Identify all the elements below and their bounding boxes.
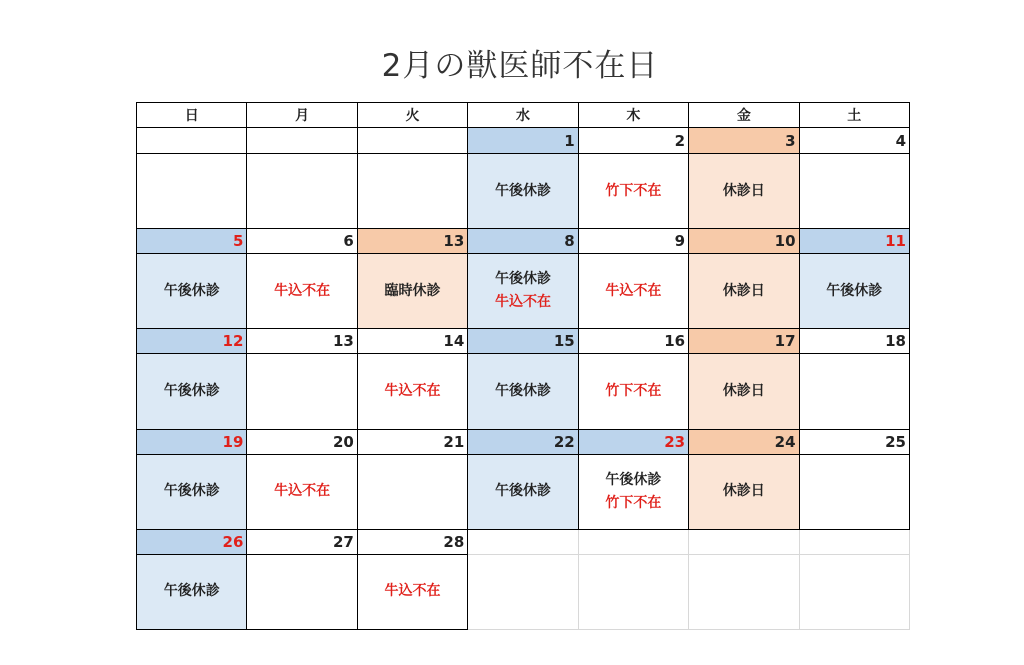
note-cell <box>247 454 357 529</box>
date-row <box>137 229 910 254</box>
schedule-note: 臨時休診 <box>384 282 441 299</box>
note-cell <box>689 354 799 429</box>
date-cell <box>137 429 247 454</box>
note-row <box>137 354 910 429</box>
note-cell <box>247 254 357 329</box>
page-title: 2月の獣医師不在日 <box>381 48 659 84</box>
weekday-header-thu: 木 <box>578 103 688 128</box>
schedule-note: 午後休診 <box>494 382 551 399</box>
schedule-note: 牛込不在 <box>384 382 441 399</box>
calendar-body <box>137 128 910 630</box>
note-cell <box>137 554 247 629</box>
date-row <box>137 128 910 154</box>
date-number: 3 <box>785 131 796 150</box>
note-row <box>137 154 910 229</box>
date-row <box>137 329 910 354</box>
schedule-note: 休診日 <box>722 182 765 199</box>
schedule-note: 休診日 <box>722 282 765 299</box>
schedule-note: 竹下不在 <box>605 182 662 199</box>
date-number: 10 <box>774 232 796 251</box>
date-cell <box>799 329 909 354</box>
note-row <box>137 254 910 329</box>
weekday-header-sun: 日 <box>137 103 247 128</box>
date-cell <box>578 128 688 154</box>
date-number: 25 <box>885 432 906 451</box>
note-cell <box>357 554 467 629</box>
note-cell <box>357 354 467 429</box>
schedule-note: 午後休診 <box>826 282 883 299</box>
date-number: 4 <box>895 131 906 150</box>
schedule-note: 午後休診 <box>494 271 551 288</box>
note-cell <box>578 254 688 329</box>
date-cell <box>357 529 467 554</box>
note-cell <box>578 554 688 629</box>
date-number: 19 <box>222 432 244 451</box>
note-cell <box>799 454 909 529</box>
date-number: 14 <box>443 332 465 351</box>
note-cell <box>468 154 578 229</box>
date-number: 21 <box>443 432 465 451</box>
schedule-note: 牛込不在 <box>605 282 662 299</box>
date-cell <box>468 128 578 154</box>
schedule-note: 竹下不在 <box>605 382 662 399</box>
date-number: 9 <box>674 232 686 251</box>
date-number: 2 <box>674 131 686 150</box>
date-number: 15 <box>553 332 575 351</box>
date-row <box>137 529 910 554</box>
date-number: 8 <box>564 232 575 251</box>
note-cell <box>468 354 578 429</box>
schedule-note: 午後休診 <box>163 483 220 500</box>
note-cell <box>468 554 578 629</box>
date-cell <box>137 128 247 154</box>
date-number: 24 <box>774 432 796 451</box>
date-number: 13 <box>332 332 354 351</box>
note-cell <box>578 154 688 229</box>
date-number: 26 <box>222 532 244 551</box>
date-cell <box>137 229 247 254</box>
date-number: 28 <box>443 532 465 551</box>
date-cell <box>357 429 467 454</box>
date-cell <box>799 529 909 554</box>
date-number: 6 <box>343 232 354 251</box>
note-cell <box>357 154 467 229</box>
note-cell <box>357 454 467 529</box>
note-cell <box>468 454 578 529</box>
note-row <box>137 554 910 629</box>
note-cell <box>689 154 799 229</box>
date-cell <box>468 329 578 354</box>
note-cell <box>137 154 247 229</box>
schedule-note: 午後休診 <box>494 182 551 199</box>
schedule-note: 竹下不在 <box>605 494 662 511</box>
weekday-header-mon: 月 <box>247 103 357 128</box>
schedule-note: 午後休診 <box>605 471 662 488</box>
date-cell <box>799 229 909 254</box>
date-number: 27 <box>332 532 354 551</box>
date-cell <box>247 229 357 254</box>
date-number: 17 <box>774 332 796 351</box>
date-number: 12 <box>222 332 244 351</box>
schedule-note: 午後休診 <box>494 483 551 500</box>
date-cell <box>689 429 799 454</box>
date-cell <box>799 128 909 154</box>
date-cell <box>357 229 467 254</box>
note-row <box>137 454 910 529</box>
schedule-note: 午後休診 <box>163 382 220 399</box>
note-cell <box>247 554 357 629</box>
note-cell <box>799 554 909 629</box>
date-number: 11 <box>885 232 906 251</box>
date-cell <box>578 329 688 354</box>
schedule-note: 牛込不在 <box>274 483 331 500</box>
schedule-note: 休診日 <box>722 382 765 399</box>
note-cell <box>689 254 799 329</box>
date-cell <box>578 529 688 554</box>
date-cell <box>799 429 909 454</box>
note-cell <box>689 454 799 529</box>
date-cell <box>468 429 578 454</box>
date-cell <box>689 229 799 254</box>
schedule-note: 牛込不在 <box>274 282 331 299</box>
schedule-note: 午後休診 <box>163 583 220 600</box>
note-cell <box>137 454 247 529</box>
date-cell <box>247 429 357 454</box>
note-cell <box>137 254 247 329</box>
note-cell <box>689 554 799 629</box>
date-cell <box>689 529 799 554</box>
date-number: 18 <box>885 332 906 351</box>
calendar-table <box>136 102 910 630</box>
schedule-note: 牛込不在 <box>384 583 441 600</box>
note-cell <box>247 354 357 429</box>
note-cell <box>247 154 357 229</box>
note-cell <box>578 354 688 429</box>
weekday-header-fri: 金 <box>689 103 799 128</box>
date-cell <box>689 128 799 154</box>
weekday-header-tue: 火 <box>357 103 467 128</box>
date-cell <box>247 128 357 154</box>
date-cell <box>578 429 688 454</box>
weekday-header-row <box>137 103 910 128</box>
note-cell <box>799 254 909 329</box>
schedule-note: 午後休診 <box>163 282 220 299</box>
note-cell <box>357 254 467 329</box>
note-cell <box>799 154 909 229</box>
schedule-note: 牛込不在 <box>494 294 551 311</box>
date-cell <box>247 329 357 354</box>
date-number: 23 <box>664 432 686 451</box>
date-number: 13 <box>443 232 465 251</box>
date-cell <box>468 529 578 554</box>
note-cell <box>799 354 909 429</box>
date-cell <box>689 329 799 354</box>
date-cell <box>578 229 688 254</box>
date-cell <box>247 529 357 554</box>
weekday-header-sat: 土 <box>799 103 909 128</box>
note-cell <box>468 254 578 329</box>
date-cell <box>468 229 578 254</box>
schedule-note: 休診日 <box>722 483 765 500</box>
date-cell <box>357 329 467 354</box>
date-cell <box>137 329 247 354</box>
weekday-header-wed: 水 <box>468 103 578 128</box>
date-number: 5 <box>232 232 244 251</box>
date-number: 20 <box>332 432 354 451</box>
note-cell <box>137 354 247 429</box>
date-number: 1 <box>564 131 575 150</box>
date-number: 22 <box>553 432 575 451</box>
date-row <box>137 429 910 454</box>
date-number: 16 <box>664 332 686 351</box>
date-cell <box>357 128 467 154</box>
date-cell <box>137 529 247 554</box>
note-cell <box>578 454 688 529</box>
